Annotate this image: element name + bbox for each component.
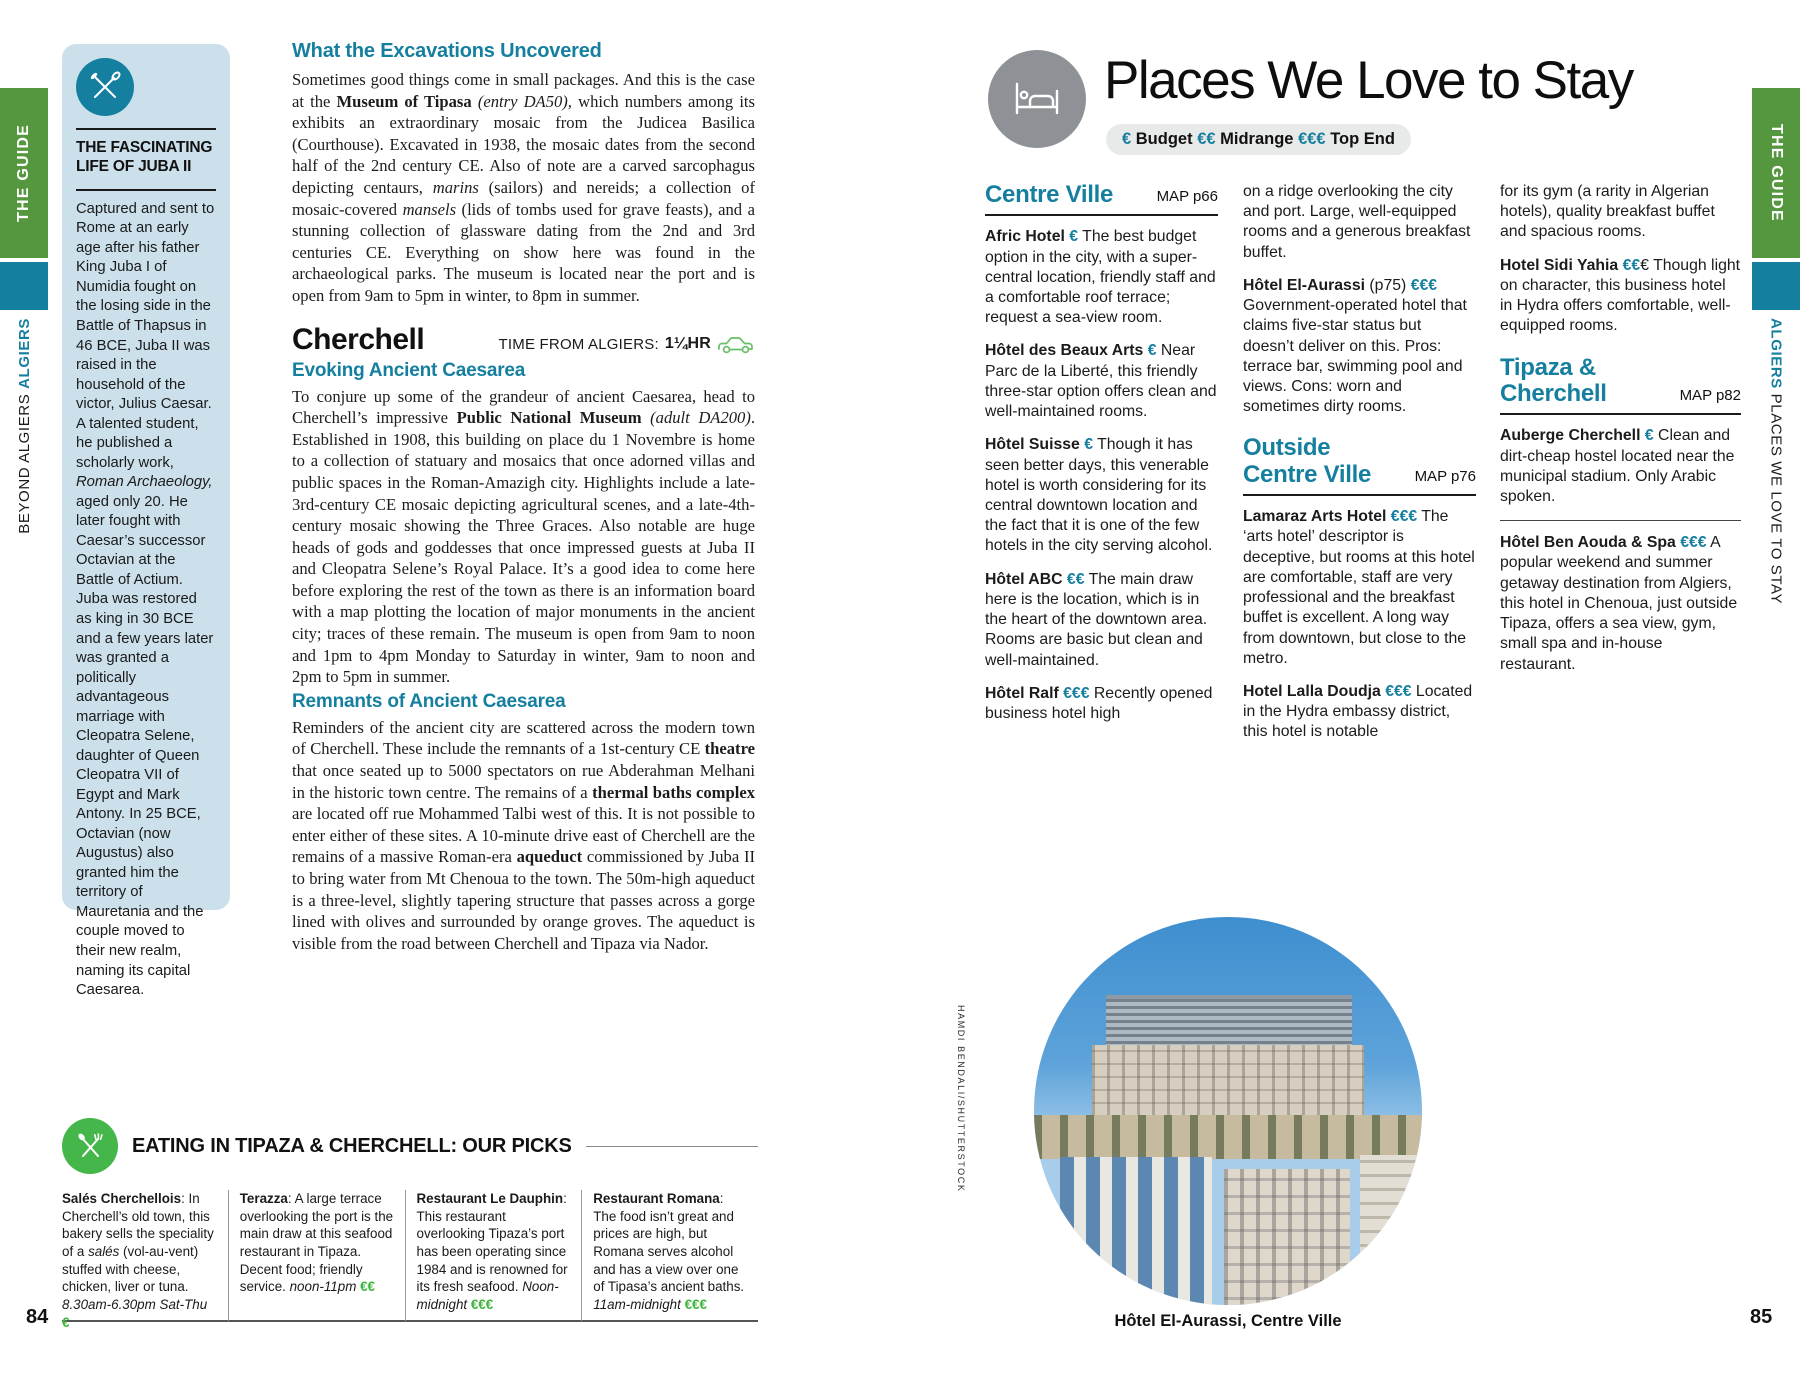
paragraph-remnants: Reminders of the ancient city are scattered across the modern town of Cherchell. These include the remnants of a 1st-century CE theatre that once seated up to 5000 spectators on rue Abderahman Melhani in the historic town centre. The remains of a thermal baths complex are located off rue Mohammed Talbi west of this. It is not possible to enter either of these sites. A 10-minute drive east of Cherchell are the remains of a massive Roman-era aqueduct commissioned by Juba II to bring water from Mt Chenoua to the town. The 50m-high aqueduct is a three-level, slightly tapering structure that passes across a gorge lined with olives and surrounded by orange groves. The aqueduct is visible from the road between Cherchell and Tipaza via Nador. [292, 717, 755, 953]
map-ref: MAP p82 [1679, 387, 1741, 405]
running-head-left [0, 318, 48, 618]
bed-icon [988, 50, 1086, 148]
divider [76, 189, 216, 191]
stay-column-tipaza-cherchell [1500, 182, 1741, 688]
map-ref: MAP p76 [1414, 468, 1476, 485]
stay-heading-label: Centre Ville [985, 181, 1114, 208]
section-header-cherchell [292, 323, 755, 357]
photo-arcade-band [1034, 1115, 1422, 1159]
stay-heading-label: Tipaza & Cherchell [1500, 353, 1607, 407]
eating-picks-columns [62, 1190, 758, 1330]
travel-time-value: 1¼HR [664, 335, 711, 353]
stay-heading-label: Outside Centre Ville [1243, 434, 1372, 488]
subheading-excavations: What the Excavations Uncovered [292, 40, 602, 62]
chapter-color-block-right [1752, 262, 1800, 310]
running-head-right-section: PLACES WE LOVE TO STAY [1767, 388, 1785, 605]
running-head-right [1752, 318, 1800, 738]
hotel-entry-lalla-doudja-continued: for its gym (a rarity in Algerian hotels), quality breakfast buffet and spacious rooms. [1500, 183, 1715, 241]
chapter-color-block-left [0, 262, 48, 310]
divider [1500, 520, 1741, 521]
hotel-entry-auberge-cherchell: Auberge Cherchell € Clean and dirt-cheap hostel located near the municipal stadium. Only Arabic spoken. [1500, 427, 1735, 505]
tab-the-guide-left-label: THE GUIDE [15, 124, 32, 222]
subheading-evoking: Evoking Ancient Caesarea [292, 359, 526, 381]
stay-section-title: Places We Love to Stay [1104, 51, 1633, 110]
divider [76, 128, 216, 130]
hotel-entry-el-aurassi: Hôtel El-Aurassi (p75) €€€ Government-operated hotel that claims five-star status but doesn’t deliver on this. Pros: terrace bar, swimming pool and views. Cons: worn and sometimes dirty rooms. [1243, 276, 1467, 416]
hotel-entry-ben-aouda: Hôtel Ben Aouda & Spa €€€ A popular weekend and summer getaway destination from Algiers, this hotel in Chenoua, just outside Tipaza, offers a sea view, gym, small spa and in-house restaurant. [1500, 534, 1738, 673]
hotel-entry-lamaraz: Lamaraz Arts Hotel €€€ The ‘arts hotel’ descriptor is deceptive, but rooms at this hotel are comfortable, staff are very professional and the breakfast buffet is excellent. A long way from downtown, but close to the metro. [1243, 508, 1475, 667]
page-number-right: 85 [1750, 1306, 1773, 1328]
stay-heading-centre-ville [985, 182, 1218, 216]
tab-the-guide-left [0, 88, 48, 258]
hotel-entry-sidi-yahia: Hotel Sidi Yahia €€€ Though light on character, this business hotel in Hydra offers comfortable, well-equipped rooms. [1500, 256, 1741, 335]
photo-caption: Hôtel El-Aurassi, Centre Ville [1114, 1312, 1342, 1330]
paragraph-excavations: Sometimes good things come in small packages. And this is the case at the Museum of Tipasa (entry DA50), which numbers among its exhibits an extraordinary mosaic from the Judicea Basilica (Courthouse). Excavated in 1938, the mosaic dates from the second half of the 2nd century CE. Also of note are a carved sarcophagus depicting centaurs, marins (sailors) and nereids; a collection of mosaic-covered mansels (lids of tombs used for grave feasts), and a stunning collection of glassware dating from the 2nd and 3rd centuries CE. Everything on show here was found in the archaeological parks. The museum is located near the port and is open from 9am to 5pm in winter, to 8pm in summer. [292, 70, 756, 305]
photo-foreground-building-left [1060, 1157, 1212, 1305]
section-title-cherchell: Cherchell [292, 322, 425, 356]
stay-column-centre-ville [985, 182, 1218, 737]
hotel-entry-suisse: Hôtel Suisse € Though it has seen better days, this venerable hotel is worth considering for its central downtown location and the fact that it is one of the few hotels in the city serving alcohol. [985, 436, 1213, 555]
photo-hillside-buildings [1092, 1045, 1364, 1117]
header-rule [586, 1146, 758, 1147]
hotel-entry-ralf-continued: on a ridge overlooking the city and port. Large, well-equipped rooms and a generous breakfast buffet. [1243, 183, 1471, 261]
subheading-remnants: Remnants of Ancient Caesarea [292, 690, 566, 712]
juba-sidebar-box [62, 44, 230, 999]
eating-pick-romana: Restaurant Romana: The food isn’t great and prices are high, but Romana serves alcohol and has a view over one of Tipasa’s ancient baths. 11am-midnight €€€ [581, 1190, 758, 1322]
tab-the-guide-right [1752, 88, 1800, 258]
stay-heading-tipaza-cherchell [1500, 355, 1741, 416]
fork-spoon-icon [62, 1118, 118, 1174]
running-head-left-chapter: ALGIERS [15, 318, 33, 389]
hotel-entry-lalla-doudja: Hotel Lalla Doudja €€€ Located in the Hydra embassy district, this hotel is notable [1243, 682, 1473, 741]
travel-time-badge [499, 333, 755, 355]
eating-pick-terazza: Terazza: A large terrace overlooking the port is the main draw at this seafood restaurant in Tipaza. Decent food; friendly service. noon-11pm €€ [228, 1190, 405, 1322]
stay-heading-outside-centre-ville [1243, 435, 1476, 496]
hotel-entry-abc: Hôtel ABC €€ The main draw here is the location, which is in the heart of the downtown area. Rooms are basic but clean and well-maintained. [985, 570, 1208, 669]
archaeology-tools-icon [76, 58, 134, 116]
tab-the-guide-right-label: THE GUIDE [1768, 124, 1785, 222]
sidebar-box-title: THE FASCINATING LIFE OF JUBA II [76, 139, 213, 175]
running-head-left-section: BEYOND ALGIERS [15, 388, 33, 534]
eating-pick-le-dauphin: Restaurant Le Dauphin: This restaurant overlooking Tipaza’s port has been operating since 1984 and is renowned for its fresh seafood. Noon-midnight €€€ [405, 1190, 582, 1322]
eating-picks-section [62, 1118, 758, 1330]
eating-pick-sales-cherchellois: Salés Cherchellois: In Cherchell’s old town, this bakery sells the speciality of a salés (vol-au-vent) stuffed with cheese, chicken, liver or tuna. 8.30am-6.30pm Sat-Thu € [62, 1190, 228, 1322]
map-ref: MAP p66 [1156, 188, 1218, 206]
eating-picks-header [62, 1118, 758, 1174]
hotel-entry-beaux-arts: Hôtel des Beaux Arts € Near Parc de la Liberté, this friendly three-star option offers clean and well-maintained rooms. [985, 342, 1217, 421]
photo-foreground-building-right [1360, 1155, 1422, 1305]
hotel-entry-ralf: Hôtel Ralf €€€ Recently opened business hotel high [985, 684, 1213, 722]
paragraph-evoking: To conjure up some of the grandeur of ancient Caesarea, head to Cherchell’s impressive Public National Museum (adult DA200). Established in 1908, this building on place du 1 Novembre is home to a collection of statuary and mosaics that once adorned villas and public spaces in the Roman-Amazigh city. Highlights include a late-3rd-century CE mosaic depicting agricultural scenes, and a late-4th-century mosaic showing the Three Graces. Also notable are huge heads of gods and goddesses that once impressed guests at Juba II and Cleopatra Selene’s Royal Palace. It’s a good idea to come here before exploring the rest of the town as there is an information board with a map plotting the location of major monuments in the ancient city; traces of these remain. The museum is open from 9am to noon and 1pm to 4pm Monday to Saturday in winter, 9am to noon and 2pm to 5pm in summer. [292, 386, 756, 687]
left-main-column [292, 40, 755, 954]
price-legend: € Budget €€ Midrange €€€ Top End [1106, 124, 1411, 155]
sidebar-box-body: Captured and sent to Rome at an early age after his father King Juba I of Numidia fought on the losing side in the Battle of Thapsus in 46 BCE, Juba II was raised in the household of the victor, Julius Caesar. A talented student, he published a scholarly work, Roman Archaeology, aged only 20. He later fought with Caesar’s successor Octavian at the Battle of Actium. Juba was restored as king in 30 BCE and a few years later was granted a politically advantageous marriage with Cleopatra Selene, daughter of Queen Cleopatra VII of Egypt and Mark Antony. In 25 BCE, Octavian (now Augustus) also granted him the territory of Mauretania and the couple moved to their new realm, naming its capital Caesarea. [76, 200, 215, 999]
stay-column-middle [1243, 182, 1476, 756]
hotel-entry-afric: Afric Hotel € The best budget option in the city, with a super-central location, friendly staff and a comfortable roof terrace; request a sea-view room. [985, 228, 1216, 327]
photo-foreground-building-middle [1224, 1169, 1350, 1305]
photo-credit: HAMDI BENDALI/SHUTTERSTOCK [956, 1005, 966, 1193]
page-number-left: 84 [26, 1306, 49, 1328]
running-head-right-chapter: ALGIERS [1767, 318, 1785, 389]
photo-building-slab [1106, 995, 1352, 1051]
travel-time-label: TIME FROM ALGIERS: [498, 335, 659, 353]
car-icon [717, 333, 755, 355]
photo-hotel-el-aurassi [1034, 917, 1422, 1305]
eating-picks-title: EATING IN TIPAZA & CHERCHELL: OUR PICKS [132, 1134, 572, 1157]
